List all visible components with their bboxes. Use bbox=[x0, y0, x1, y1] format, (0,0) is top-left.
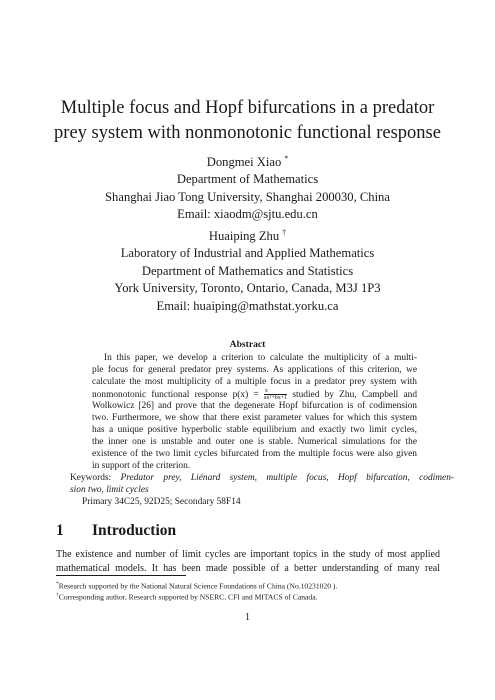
section-number: 1 bbox=[56, 522, 64, 539]
author-2-department: Department of Mathematics and Statistics bbox=[141, 263, 354, 278]
keywords-list-1: Predator prey, Liénard system, multiple focus, Hopf bifurcation, codimen- bbox=[120, 473, 455, 483]
section-heading bbox=[56, 522, 176, 540]
keywords-list-2: sion two, limit cycles bbox=[70, 485, 149, 495]
author-2-university: York University, Toronto, Ontario, Canada, M3J 1P3 bbox=[114, 281, 381, 296]
author-2-block bbox=[40, 228, 455, 315]
abstract-line-1: In this paper, we develop a criterion to calculate the multiplicity of a multi- bbox=[104, 353, 417, 363]
abstract-line-8: the inner one is unstable and outer one is stable. Numerical simulations for the bbox=[92, 437, 417, 447]
fraction-denominator: ax²+bx+1 bbox=[263, 395, 288, 401]
author-1-name: Dongmei Xiao bbox=[206, 155, 282, 169]
abstract-line-5: Wolkowicz [26] and prove that the degenerate Hopf bifurcation is of codimension bbox=[92, 401, 417, 411]
abstract-line-6: two. Furthermore, we show that there exist parameter values for which this system bbox=[92, 413, 417, 423]
keywords-line-1 bbox=[70, 472, 454, 484]
abstract-line-4-pre: nonmonotonic functional response p(x) = bbox=[92, 390, 259, 400]
footnote-2-mark: † bbox=[56, 592, 59, 598]
footnote-rule bbox=[56, 575, 186, 576]
author-1-email: Email: xiaodm@sjtu.edu.cn bbox=[177, 207, 318, 222]
author-2-email: Email: huaiping@mathstat.yorku.ca bbox=[156, 298, 339, 313]
paper-title bbox=[40, 96, 455, 146]
footnote-1-mark: * bbox=[56, 581, 59, 587]
msc-classification: Primary 34C25, 92D25; Secondary 58F14 bbox=[82, 497, 241, 507]
keywords-label: Keywords: bbox=[70, 473, 112, 483]
footnote-1-text: Research supported by the National Natural Science Foundations of China (No.10231020 ). bbox=[58, 581, 338, 591]
keywords-line-2 bbox=[70, 484, 454, 496]
keywords bbox=[70, 472, 454, 496]
abstract-line-9: existence of the two limit cycles bifurcated from the multiple focus were also given bbox=[92, 449, 417, 459]
intro-line-2: mathematical models. It has been made possible of a better understanding of many real bbox=[56, 563, 440, 574]
abstract-heading: Abstract bbox=[229, 339, 266, 350]
author-1-university: Shanghai Jiao Tong University, Shanghai 200030, China bbox=[105, 189, 390, 204]
author-2-lab: Laboratory of Industrial and Applied Mathematics bbox=[120, 246, 375, 261]
footnote-2 bbox=[56, 590, 456, 603]
author-1-footnote-mark: * bbox=[284, 153, 289, 163]
introduction-text bbox=[56, 548, 440, 576]
title-line-2: prey system with nonmonotonic functional response bbox=[54, 123, 441, 143]
page-number: 1 bbox=[245, 612, 250, 623]
abstract-line-3: calculate the most multiplicity of a multiple focus in a predator prey system with bbox=[92, 377, 417, 387]
author-2-name: Huaiping Zhu bbox=[208, 229, 280, 243]
abstract-line-10: in support of the criterion. bbox=[92, 461, 191, 471]
section-title: Introduction bbox=[92, 522, 177, 539]
abstract-line-4 bbox=[92, 388, 417, 400]
abstract-body bbox=[92, 352, 417, 472]
author-1-department: Department of Mathematics bbox=[176, 172, 319, 187]
abstract-line-4-post: studied by Zhu, Campbell and bbox=[292, 390, 418, 400]
intro-line-1: The existence and number of limit cycles are important topics in the study of most applied bbox=[56, 549, 440, 560]
fraction-numerator: x bbox=[264, 388, 287, 395]
footnote-2-text: Corresponding author, Research supported by NSERC, CFI and MITACS of Canada. bbox=[58, 592, 318, 602]
title-line-1: Multiple focus and Hopf bifurcations in a predator bbox=[60, 98, 435, 118]
author-2-name-line bbox=[40, 228, 455, 245]
abstract-line-2: ple focus for general predator prey systems. As applications of this criterion, we bbox=[92, 365, 417, 375]
abstract-line-7: has a unique positive hyperbolic stable equilibrium and exactly two limit cycles, bbox=[92, 425, 417, 435]
author-2-footnote-mark: † bbox=[282, 227, 287, 237]
author-1-name-line bbox=[40, 154, 455, 171]
author-1-block bbox=[40, 154, 455, 224]
